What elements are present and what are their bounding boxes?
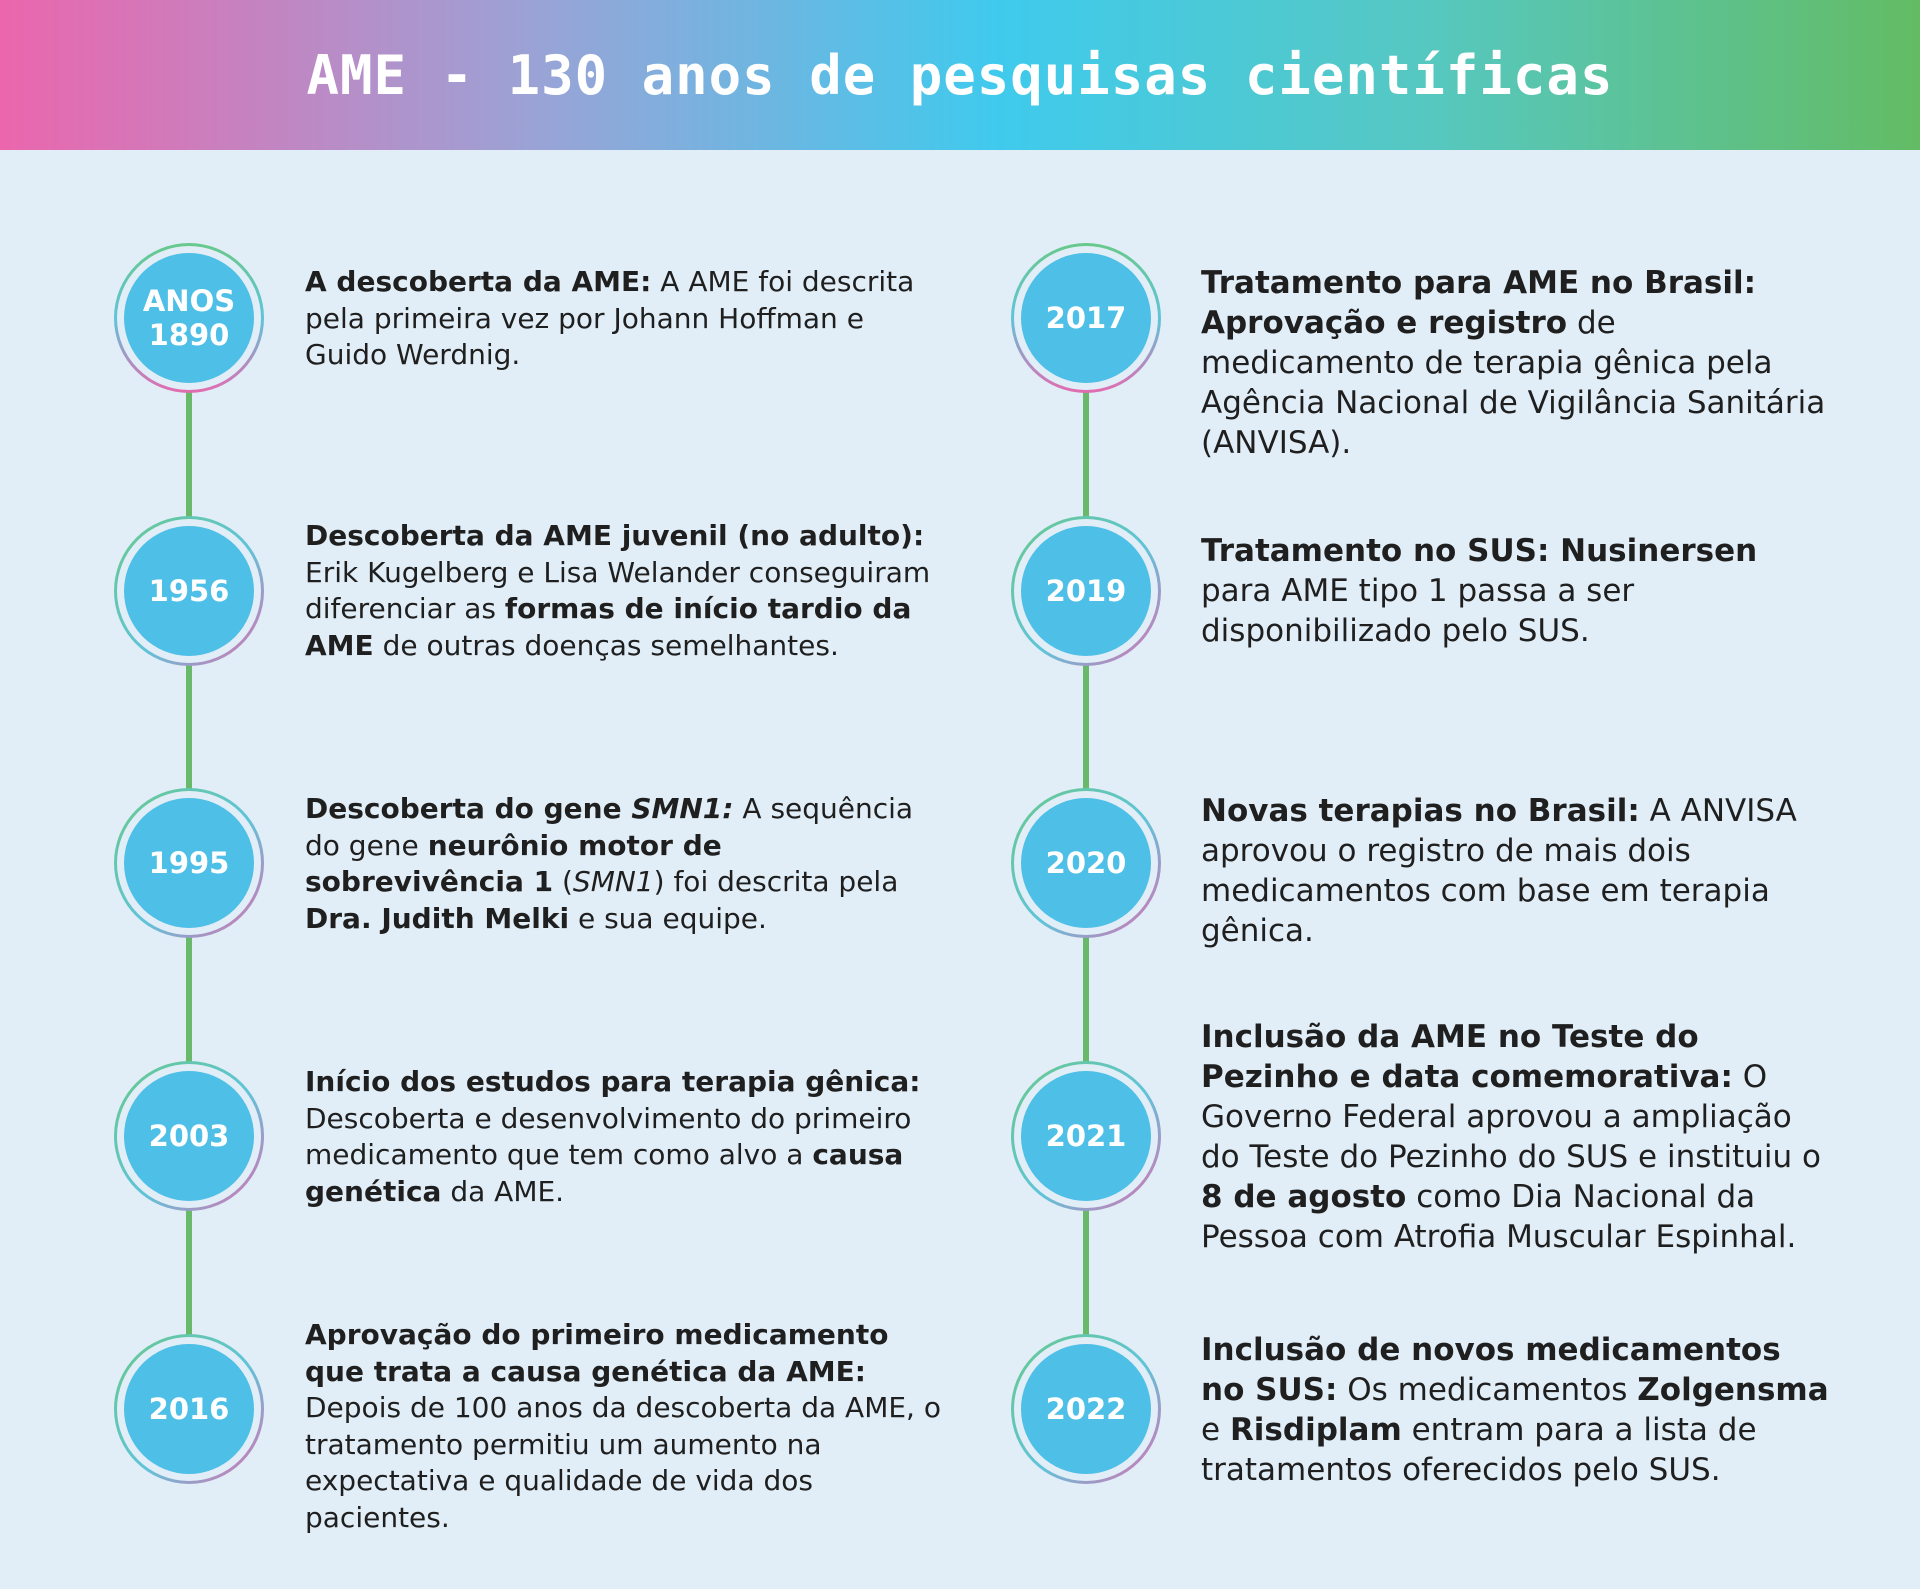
year-badge-2020 xyxy=(1011,788,1161,938)
event-text: Descoberta e desenvolvimento do primeiro medicamento que tem como alvo a xyxy=(305,1101,912,1171)
year-badge-2017 xyxy=(1011,243,1161,393)
year-label: 2017 xyxy=(1045,301,1127,335)
year-label: 2016 xyxy=(148,1392,230,1426)
event-2021 xyxy=(1201,1017,1831,1257)
page-title: AME - 130 anos de pesquisas científicas xyxy=(306,43,1614,107)
event-title: Tratamento no SUS: xyxy=(1201,533,1550,569)
event-text: Erik Kugelberg e Lisa Welander conseguiram diferenciar as xyxy=(305,555,931,625)
event-1890 xyxy=(305,264,945,374)
event-title: Aprovação do primeiro medicamento que trata a causa genética da AME: xyxy=(305,1318,889,1388)
year-label: 1890 xyxy=(148,318,230,352)
event-text: para AME tipo 1 passa a ser disponibilizado pelo SUS. xyxy=(1201,573,1635,649)
event-title: Tratamento para AME no Brasil: xyxy=(1201,265,1757,301)
event-highlight: Zolgensma xyxy=(1637,1372,1829,1408)
event-highlight: Risdiplam xyxy=(1229,1412,1402,1448)
event-text: da AME. xyxy=(441,1174,565,1208)
event-text: entram para a lista de tratamentos oferecidos pelo SUS. xyxy=(1201,1412,1757,1488)
event-text: A ANVISA aprovou o registro de mais dois medicamentos com base em terapia gênica. xyxy=(1201,793,1797,949)
event-2003 xyxy=(305,1064,945,1210)
event-text: Depois de 100 anos da descoberta da AME, o tratamento permitiu um aumento na expectativa e qualidade de vida dos pacientes. xyxy=(305,1391,941,1534)
year-badge-1890 xyxy=(114,243,264,393)
event-text: como Dia Nacional da Pessoa com Atrofia Muscular Espinhal. xyxy=(1201,1179,1797,1255)
event-2020 xyxy=(1201,791,1831,951)
year-badge-2019 xyxy=(1011,516,1161,666)
year-badge-2003 xyxy=(114,1061,264,1211)
event-2022 xyxy=(1201,1330,1831,1490)
year-label: 1956 xyxy=(148,574,230,608)
gene-name: SMN1: xyxy=(631,792,734,825)
event-2016 xyxy=(305,1317,945,1536)
event-text: de medicamento de terapia gênica pela Agência Nacional de Vigilância Sanitária (ANVISA). xyxy=(1201,305,1826,461)
year-label: 2003 xyxy=(148,1119,230,1153)
event-highlight: formas de início tardio da AME xyxy=(305,592,912,662)
event-highlight: Dra. Judith Melki xyxy=(305,901,570,935)
event-1956 xyxy=(305,518,945,664)
year-label: ANOS xyxy=(142,284,236,318)
event-text: de outras doenças semelhantes. xyxy=(373,628,839,662)
event-2019 xyxy=(1201,531,1831,651)
year-label: 2021 xyxy=(1045,1119,1127,1153)
event-text: A sequência do gene xyxy=(305,792,914,862)
gene-name: SMN1 xyxy=(572,865,654,898)
timeline-right xyxy=(896,0,1856,1589)
event-highlight: 8 de agosto xyxy=(1201,1179,1407,1215)
event-title: Novas terapias no Brasil: xyxy=(1201,793,1640,829)
event-2017 xyxy=(1201,263,1831,463)
year-label: 1995 xyxy=(148,846,230,880)
event-title: Inclusão da AME no Teste do Pezinho e data comemorativa: xyxy=(1201,1019,1733,1095)
event-highlight: Nusinersen xyxy=(1549,533,1758,569)
event-text: ) foi descrita pela xyxy=(653,865,899,898)
event-highlight: neurônio motor de sobrevivência 1 xyxy=(305,828,722,898)
event-text: Os medicamentos xyxy=(1337,1372,1638,1408)
year-label: 2019 xyxy=(1045,574,1127,608)
event-text: e sua equipe. xyxy=(569,901,767,935)
event-title: Descoberta do gene xyxy=(305,792,632,825)
event-1995 xyxy=(305,791,945,937)
event-text: ( xyxy=(553,865,573,898)
event-title: Inclusão de novos medicamentos no SUS: xyxy=(1201,1332,1781,1408)
year-badge-1956 xyxy=(114,516,264,666)
year-label: 2020 xyxy=(1045,846,1127,880)
event-title: Descoberta da AME juvenil (no adulto): xyxy=(305,519,925,552)
year-badge-2021 xyxy=(1011,1061,1161,1211)
year-badge-1995 xyxy=(114,788,264,938)
event-highlight: Aprovação e registro xyxy=(1201,305,1568,341)
event-text: e xyxy=(1201,1412,1230,1448)
event-title: A descoberta da AME: xyxy=(305,265,652,298)
year-label: 2022 xyxy=(1045,1392,1127,1426)
year-badge-2016 xyxy=(114,1334,264,1484)
event-text: A AME foi descrita pela primeira vez por Johann Hoffman e Guido Werdnig. xyxy=(305,265,915,371)
event-highlight: causa genética xyxy=(305,1138,904,1208)
year-badge-2022 xyxy=(1011,1334,1161,1484)
event-title: Início dos estudos para terapia gênica: xyxy=(305,1065,921,1098)
event-text: O Governo Federal aprovou a ampliação do Teste do Pezinho do SUS e instituiu o xyxy=(1201,1059,1822,1175)
